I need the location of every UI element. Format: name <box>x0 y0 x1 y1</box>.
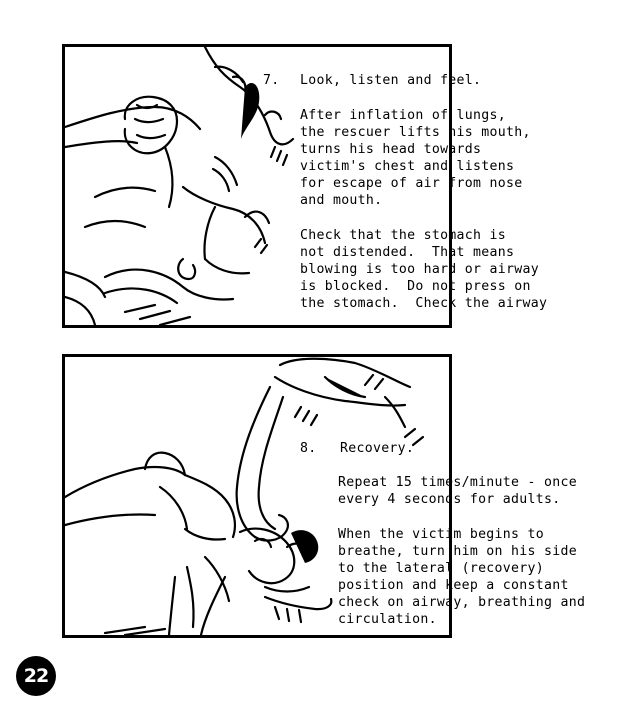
step-7-number: 7. <box>263 73 280 88</box>
step-8-line: every 4 seconds for adults. <box>338 492 561 507</box>
step-7-line: not distended. That means <box>300 245 515 260</box>
step-7-line: blowing is too hard or airway <box>300 262 539 277</box>
step-7-line: After inflation of lungs, <box>300 108 506 123</box>
step-7-line: for escape of air from nose <box>300 176 523 191</box>
step-8-line: check on airway, breathing and <box>338 595 586 610</box>
step-8-title: Recovery. <box>340 441 415 456</box>
step-8-line: position and keep a constant <box>338 578 569 593</box>
step-8-line: breathe, turn him on his side <box>338 544 577 559</box>
step-8-line: Repeat 15 times/minute - once <box>338 475 577 490</box>
step-8-number: 8. <box>300 441 317 456</box>
step-7-line: turns his head towards <box>300 142 482 157</box>
step-7-title: Look, listen and feel. <box>300 73 482 88</box>
step-7-line: the rescuer lifts his mouth, <box>300 125 531 140</box>
step-7-line: victim's chest and listens <box>300 159 515 174</box>
step-7-line: is blocked. Do not press on <box>300 279 531 294</box>
step-7-line: the stomach. Check the airway <box>300 296 548 311</box>
step-8-line: When the victim begins to <box>338 527 544 542</box>
page-number-badge: 22 <box>16 656 56 696</box>
step-8-line: circulation. <box>338 612 437 627</box>
step-7-line: Check that the stomach is <box>300 228 506 243</box>
step-8-line: to the lateral (recovery) <box>338 561 544 576</box>
step-7-line: and mouth. <box>300 193 383 208</box>
